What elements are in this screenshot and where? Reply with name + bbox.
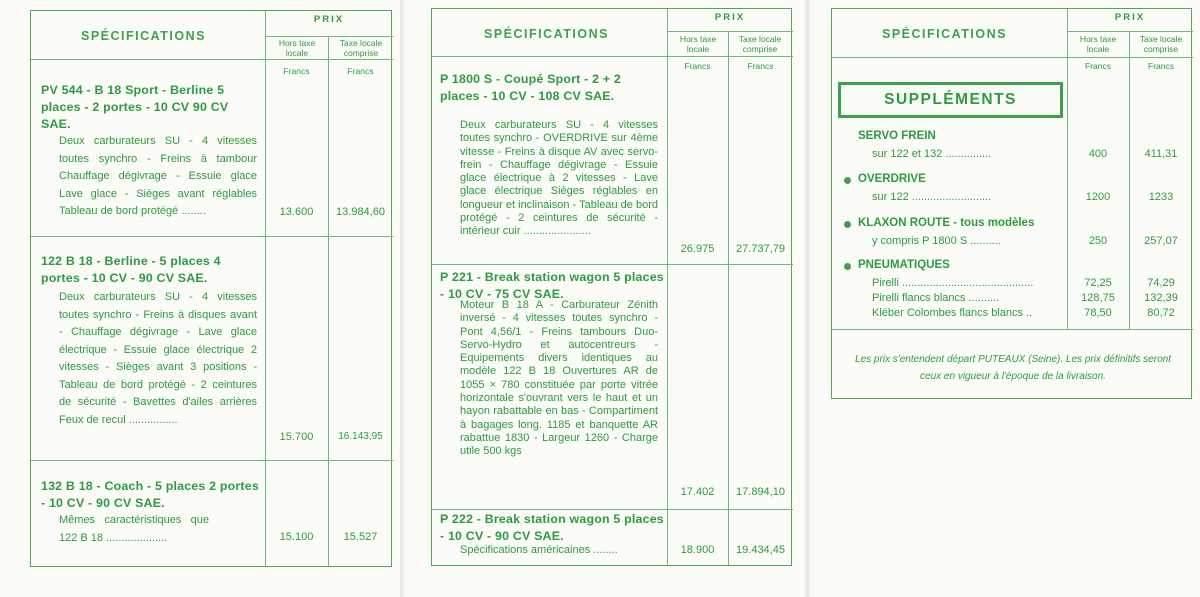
price-ht: 128,75 bbox=[1081, 292, 1115, 304]
tyre-name: Pirelli flancs blancs .......... bbox=[872, 292, 1000, 304]
supplement-detail: sur 122 .......................... bbox=[872, 191, 992, 203]
item-description: Moteur B 18 A - Carburateur Zénith inversé - 4 vitesses toutes synchro - Pont 4,56/1 - Freins tambours Duo-Servo-Hydro et autocentreurs - Equipements divers identiques au modèle 122 B 18 Ouvertures AR de 1055 × 780 constituée par porte vitrée horizontale s'ouvrant vers le haut et un hayon rabattable en bas - Compartiment à bagages long. 1185 et banquette AR rabattue 1830 - Largeur 1260 - Charge utile 500 kgs bbox=[460, 299, 658, 458]
col-hors-taxe: Hors taxe locale bbox=[679, 34, 717, 54]
price-ttc: 27.737,79 bbox=[736, 243, 785, 255]
specifications-heading: SPÉCIFICATIONS bbox=[484, 27, 609, 41]
supplement-label: PNEUMATIQUES bbox=[858, 259, 950, 271]
item-title: P 222 - Break station wagon 5 places - 10 CV - 90 CV SAE. bbox=[440, 512, 664, 543]
price-ht: 15.100 bbox=[279, 531, 314, 543]
currency-label: Francs bbox=[283, 66, 310, 76]
price-ht: 400 bbox=[1088, 148, 1108, 160]
price-ttc: 15.527 bbox=[343, 531, 378, 543]
col-hors-taxe: Hors taxe locale bbox=[278, 38, 316, 58]
supplement-label: OVERDRIVE bbox=[858, 173, 926, 185]
item-description: Mêmes caractéristiques que 122 B 18 .................... bbox=[59, 514, 209, 544]
price-ttc: 19.434,45 bbox=[736, 544, 785, 556]
item-description: Spécifications américaines ........ bbox=[460, 544, 618, 556]
supplement-label: SERVO FREIN bbox=[858, 130, 936, 142]
supplements-title: SUPPLÉMENTS bbox=[838, 82, 1063, 118]
currency-label: Francs bbox=[347, 66, 374, 76]
price-panel-2 bbox=[431, 8, 792, 566]
price-ttc: 132,39 bbox=[1144, 292, 1178, 304]
supplement-label: KLAXON ROUTE - tous modèles bbox=[858, 217, 1035, 229]
col-taxe-comprise: Taxe locale comprise bbox=[738, 34, 782, 54]
tyre-name: Pirelli ........................................... bbox=[872, 277, 1034, 289]
prix-heading: PRIX bbox=[714, 12, 746, 23]
price-ht: 72,25 bbox=[1084, 277, 1112, 289]
item-title: P 221 - Break station wagon 5 places - 10 CV - 75 CV SAE. bbox=[440, 270, 664, 301]
prix-heading: PRIX bbox=[313, 14, 345, 25]
tyre-name: Kléber Colombes flancs blancs .. bbox=[872, 307, 1033, 319]
price-panel-1 bbox=[30, 10, 392, 567]
price-ht: 17.402 bbox=[680, 486, 715, 498]
price-ttc: 13.984,60 bbox=[336, 206, 385, 218]
item-title: 132 B 18 - Coach - 5 places 2 portes - 10 CV - 90 CV SAE. bbox=[41, 479, 259, 510]
price-ttc: 17.894,10 bbox=[736, 486, 785, 498]
specifications-heading: SPÉCIFICATIONS bbox=[81, 29, 206, 43]
prix-heading: PRIX bbox=[1114, 12, 1146, 23]
currency-label: Francs bbox=[684, 61, 711, 71]
price-ht: 78,50 bbox=[1084, 307, 1112, 319]
item-description: Deux carburateurs SU - 4 vitesses toutes synchro - OVERDRIVE sur 4ème vitesse - Freins à disque AV avec servo-frein - Chauffage dégivrage - Essuie glace électrique à 2 vitesses - Lave glace électrique Sièges réglables en longueur et inclinaison - Tableau de bord protégé - 2 ceintures de sécurité - intérieur cuir ...................... bbox=[460, 119, 658, 238]
price-ttc: 411,31 bbox=[1144, 148, 1178, 160]
price-ht: 13.600 bbox=[279, 206, 314, 218]
price-ht: 15.700 bbox=[279, 431, 314, 443]
price-ttc: 16.143,95 bbox=[338, 431, 383, 442]
item-title: PV 544 - B 18 Sport - Berline 5 places - 2 portes - 10 CV 90 CV SAE. bbox=[41, 83, 229, 131]
supplement-detail: sur 122 et 132 ............... bbox=[872, 148, 992, 160]
supplements-panel bbox=[831, 8, 1192, 399]
supplement-detail: y compris P 1800 S .......... bbox=[872, 235, 1001, 247]
item-description: Deux carburateurs SU - 4 vitesses toutes synchro - Freins à tambour Chauffage dégivrage - Essuie glace Lave glace - Sièges avant réglables Tableau de bord protégé ........ bbox=[59, 135, 257, 217]
price-ht: 18.900 bbox=[680, 544, 715, 556]
item-description: Deux carburateurs SU - 4 vitesses toutes synchro - Freins à disques avant - Chauffage dégivrage - Lave glace électrique - Essuie glace électrique 2 vitesses - Sièges avant 3 positions - Tableau de bord protégé - 2 ceintures de sécurité - Bavettes d'ailes arrières Feux de recul ................ bbox=[59, 291, 257, 426]
col-hors-taxe: Hors taxe locale bbox=[1079, 34, 1117, 54]
price-ht: 1200 bbox=[1085, 191, 1111, 203]
item-title: 122 B 18 - Berline - 5 places 4 portes - 10 CV - 90 CV SAE. bbox=[41, 254, 221, 285]
bullet-icon bbox=[844, 221, 851, 228]
currency-label: Francs bbox=[1148, 61, 1174, 71]
price-ht: 26.975 bbox=[680, 243, 715, 255]
delivery-note: Les prix s'entendent départ PUTEAUX (Seine). Les prix définitifs seront ceux en vigueur à l'époque de la livraison. bbox=[855, 354, 1171, 382]
price-ttc: 1233 bbox=[1148, 191, 1174, 203]
bullet-icon bbox=[844, 263, 851, 270]
col-taxe-comprise: Taxe locale comprise bbox=[1139, 34, 1183, 54]
item-title: P 1800 S - Coupé Sport - 2 + 2 places - 10 CV - 108 CV SAE. bbox=[440, 72, 622, 103]
price-ttc: 74,29 bbox=[1147, 277, 1175, 289]
price-ttc: 80,72 bbox=[1147, 307, 1175, 319]
bullet-icon bbox=[844, 177, 851, 184]
specifications-heading: SPÉCIFICATIONS bbox=[882, 27, 1007, 41]
currency-label: Francs bbox=[747, 61, 774, 71]
price-ttc: 257,07 bbox=[1144, 235, 1178, 247]
col-taxe-comprise: Taxe locale comprise bbox=[339, 38, 383, 58]
currency-label: Francs bbox=[1085, 61, 1111, 71]
price-ht: 250 bbox=[1088, 235, 1108, 247]
